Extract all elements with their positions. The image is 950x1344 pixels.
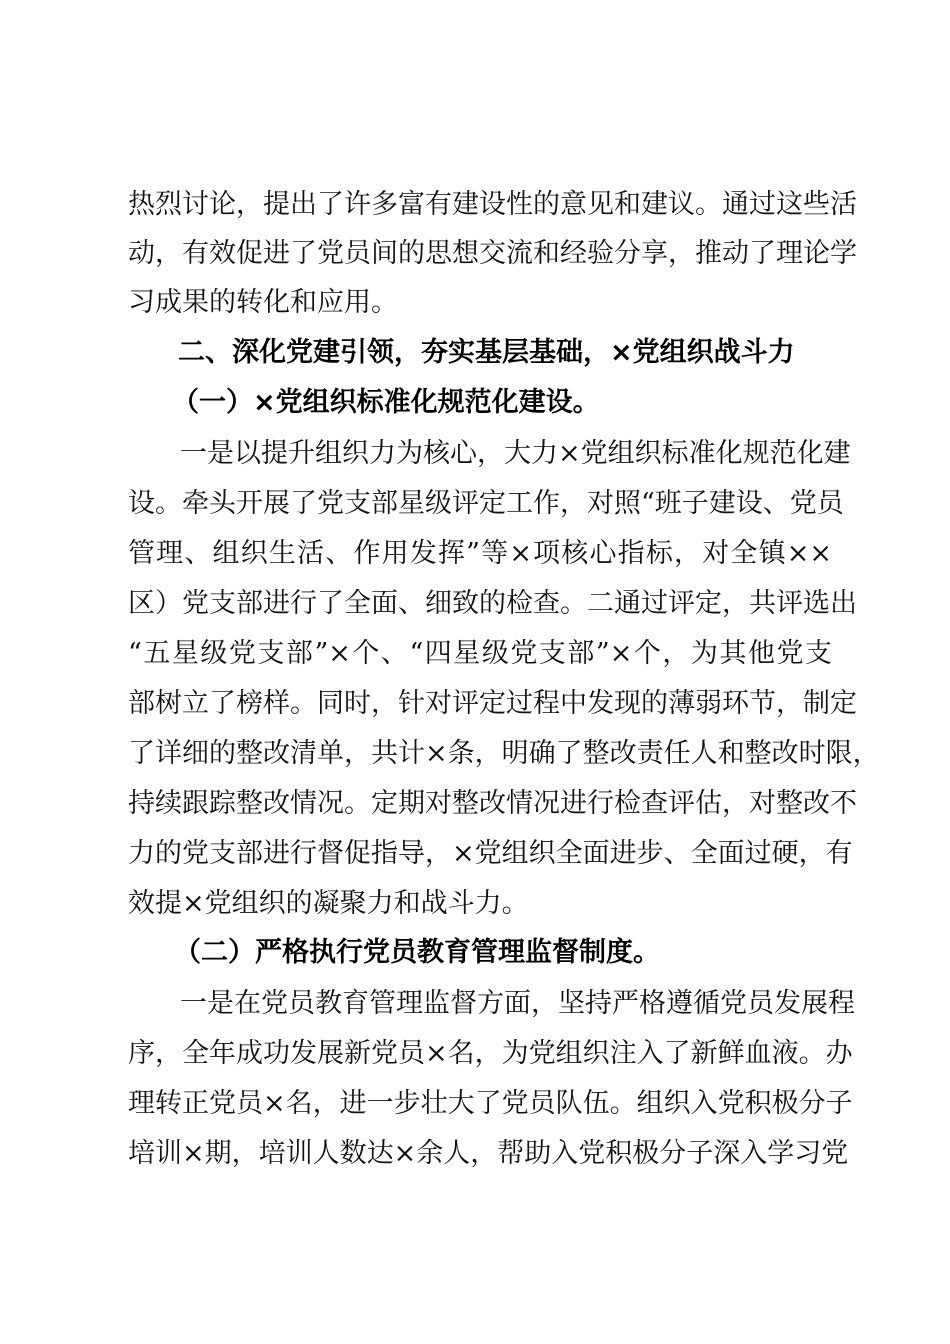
paragraph-line: 力的党支部进行督促指导，×党组织全面进步、全面过硬，有 [128, 838, 853, 869]
paragraph-line: 管理、组织生活、作用发挥”等×项核心指标，对全镇×× [128, 538, 832, 569]
paragraph-line: 培训×期，培训人数达×余人，帮助入党积极分子深入学习党 [128, 1138, 849, 1169]
paragraph-line: 习成果的转化和应用。 [128, 287, 398, 318]
subsection-heading: （一）×党组织标准化规范化建设。 [172, 387, 600, 418]
paragraph-line: 区）党支部进行了全面、细致的检查。二通过评定，共评选出 [128, 588, 857, 619]
paragraph-line: 理转正党员×名，进一步壮大了党员队伍。组织入党积极分子 [128, 1088, 853, 1119]
paragraph-line: 热烈讨论，提出了许多富有建设性的意见和建议。通过这些活 [128, 189, 857, 220]
paragraph-line: 动，有效促进了党员间的思想交流和经验分享，推动了理论学 [128, 238, 857, 269]
paragraph-line: 一是以提升组织力为核心，大力×党组织标准化规范化建 [180, 438, 851, 469]
paragraph-line: 持续跟踪整改情况。定期对整改情况进行检查评估，对整改不 [128, 788, 857, 819]
paragraph-line: 了详细的整改清单，共计×条，明确了整改责任人和整改时限， [128, 738, 880, 769]
paragraph-line: “五星级党支部”×个、“四星级党支部”×个，为其他党支 [128, 638, 832, 669]
paragraph-line: 设。牵头开展了党支部星级评定工作，对照“班子建设、党员 [128, 488, 844, 519]
subsection-heading: （二）严格执行党员教育管理监督制度。 [174, 937, 660, 968]
paragraph-line: 效提×党组织的凝聚力和战斗力。 [128, 888, 529, 919]
paragraph-line: 一是在党员教育管理监督方面，坚持严格遵循党员发展程 [180, 988, 855, 1019]
paragraph-line: 序，全年成功发展新党员×名，为党组织注入了新鲜血液。办 [128, 1038, 853, 1069]
section-heading: 二、深化党建引领，夯实基层基础，×党组织战斗力 [178, 337, 795, 368]
paragraph-line: 部树立了榜样。同时，针对评定过程中发现的薄弱环节，制定 [128, 688, 857, 719]
